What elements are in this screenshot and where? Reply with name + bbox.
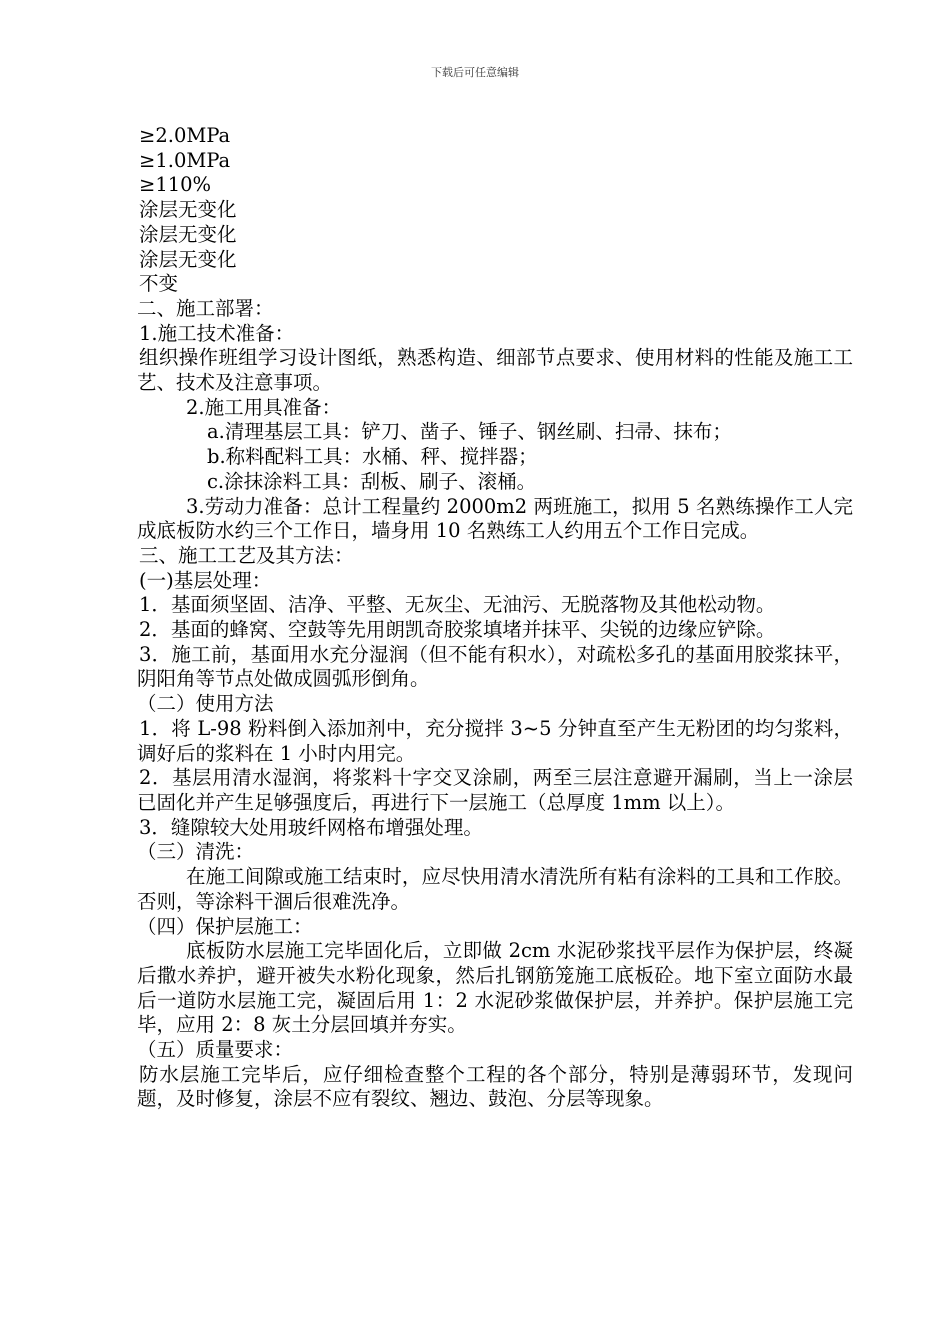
text-line: 涂层无变化 [139,198,237,222]
document-body [137,124,853,1112]
text-line: a.清理基层工具：铲刀、凿子、锤子、钢丝刷、扫帚、抹布； [207,420,732,444]
paragraph: 3.劳动力准备：总计工程量约 2000m2 两班施工，拟用 5 名熟练操作工人完成底板防水约三个工作日，墙身用 10 名熟练工人约用五个工作日完成。 [137,494,853,543]
text-line: 2.施工用具准备： [186,395,342,419]
paragraph: 3．施工前，基面用水充分湿润（但不能有积水），对疏松多孔的基面用胶浆抹平，阴阳角等节点处做成圆弧形倒角。 [137,642,853,691]
paragraph: 1．将 L-98 粉料倒入添加剂中，充分搅拌 3~5 分钟直至产生无粉团的均匀浆料，调好后的浆料在 1 小时内用完。 [137,716,853,765]
text-line: ≥2.0MPa [139,124,231,147]
text-line: b.称料配料工具：水桶、秤、搅拌器； [207,445,538,469]
paragraph: 底板防水层施工完毕固化后，立即做 2cm 水泥砂浆找平层作为保护层，终凝后撒水养护，避开被失水粉化现象，然后扎钢筋笼施工底板砼。地下室立面防水最后一道防水层施工完，凝固后用 1：2 水泥砂浆做保护层，并养护。保护层施工完毕，应用 2：8 灰土分层回填并夯实。 [137,939,853,1037]
text-line: （五）质量要求： [137,1038,294,1062]
text-line: 1.施工技术准备： [139,321,295,345]
text-line: 不变 [139,272,179,296]
text-line: 3．缝隙较大处用玻纤网格布增强处理。 [139,815,483,839]
paragraph: 2．基层用清水湿润，将浆料十字交叉涂刷，两至三层注意避开漏刷，当上一涂层已固化并产生足够强度后，再进行下一层施工（总厚度 1mm 以上）。 [137,766,853,814]
paragraph: 在施工间隙或施工结束时，应尽快用清水清洗所有粘有涂料的工具和工作胶。否则，等涂料干涸后很难洗净。 [137,865,853,913]
paragraph: 组织操作班组学习设计图纸，熟悉构造、细部节点要求、使用材料的性能及施工工艺、技术及注意事项。 [137,346,853,395]
page-header: 下载后可任意编辑 [431,66,519,79]
text-line: （四）保护层施工： [137,914,313,938]
text-line: (一)基层处理： [139,568,272,592]
text-line: c.涂抹涂料工具：刮板、刷子、滚桶。 [207,469,537,493]
text-line: 涂层无变化 [139,247,237,271]
paragraph: 1．基面须坚固、洁净、平整、无灰尘、无油污、无脱落物及其他松动物。 [139,593,776,617]
text-line: （二）使用方法 [137,692,274,716]
text-line: 涂层无变化 [139,222,237,246]
text-line: ≥1.0MPa [139,148,231,172]
paragraph: 2．基面的蜂窝、空鼓等先用朗凯奇胶浆填堵并抹平、尖锐的边缘应铲除。 [139,618,776,642]
text-line: 三、施工工艺及其方法： [139,543,354,567]
text-line: （三）清洗： [137,840,255,864]
paragraph: 防水层施工完毕后，应仔细检查整个工程的各个部分，特别是薄弱环节，发现问题，及时修复，涂层不应有裂纹、翘边、鼓泡、分层等现象。 [137,1062,853,1111]
text-line: 二、施工部署： [137,296,274,320]
text-line: ≥110% [139,173,212,197]
